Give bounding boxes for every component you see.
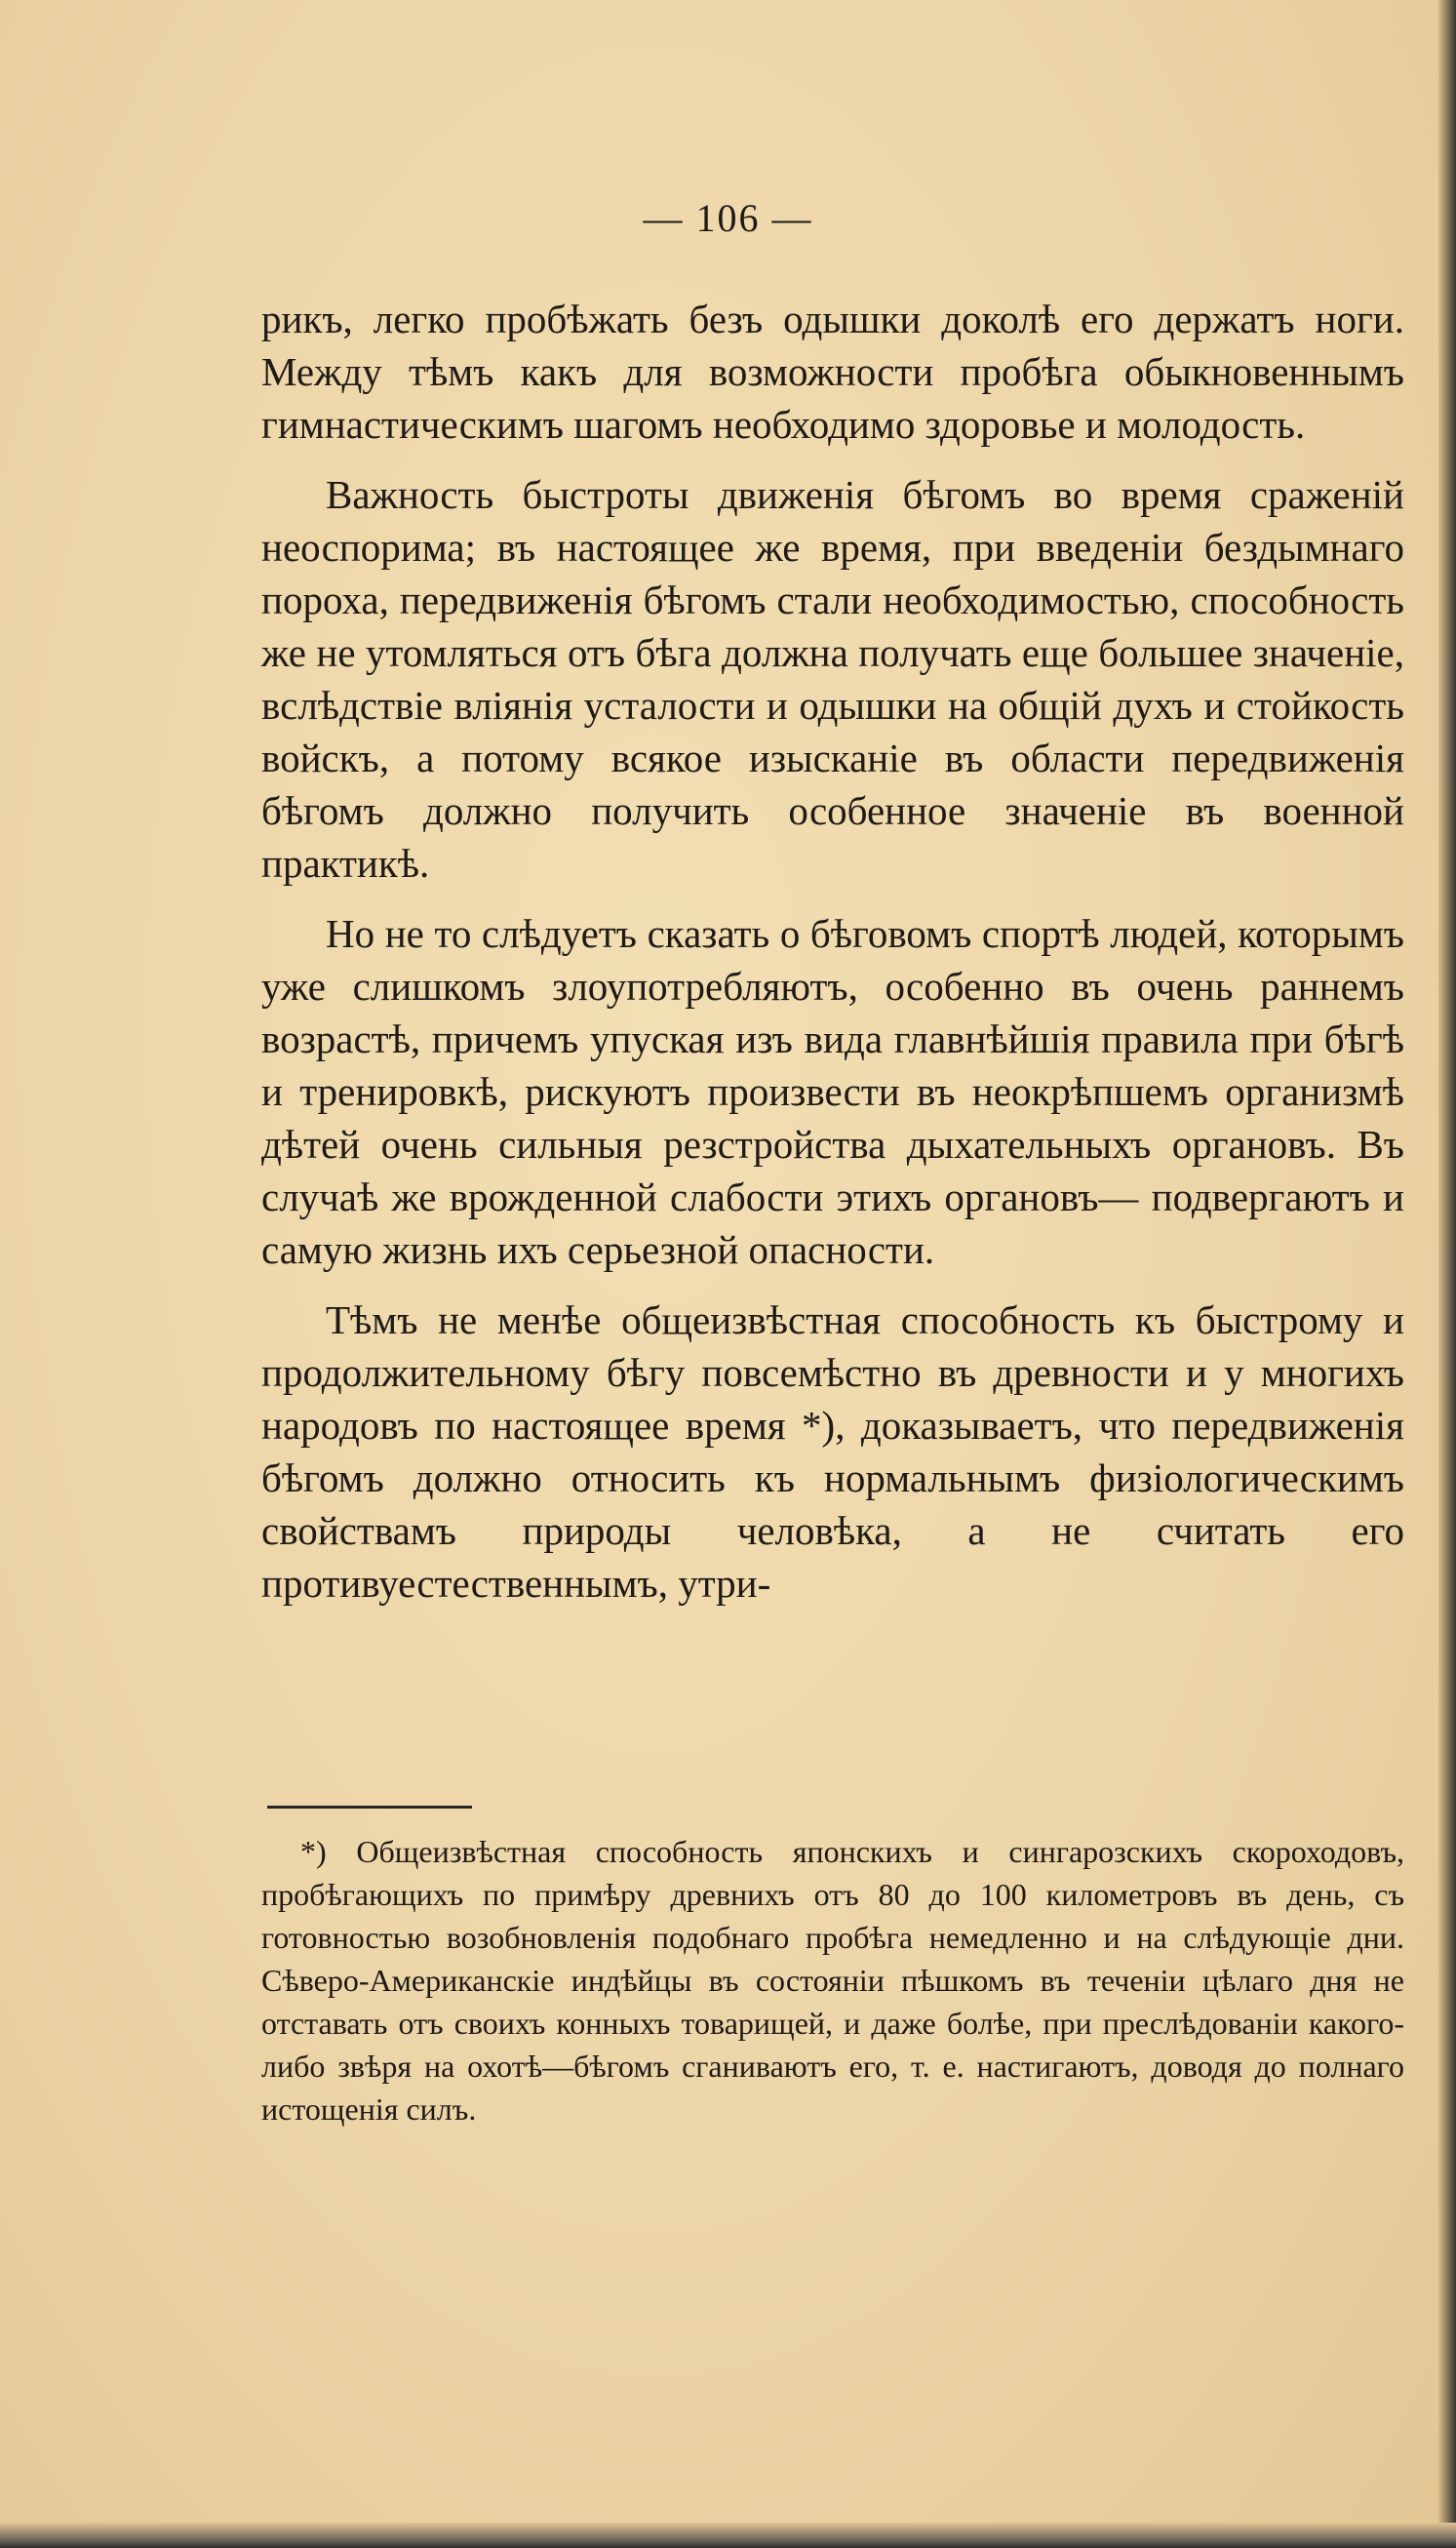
main-text: [261, 293, 1404, 1627]
page-number: — 106 —: [643, 196, 813, 240]
footnote-divider: [267, 1806, 472, 1809]
paragraph: Важность быстроты движенiя бѣгомъ во время сраженiй неоспорима; въ настоящее же время, при введенiи бездымнаго пороха, передвиженiя бѣгомъ стали необходимостью, способность же не утомляться отъ бѣга должна получать еще большее значенiе, вслѣдствiе влiянiя усталости и одышки на общiй духъ и стойкость войскъ, а потому всякое изысканiе въ области передвиженiя бѣгомъ должно получить особенное значенiе въ военной практикѣ.: [261, 472, 1404, 886]
paragraph: Но не то слѣдуетъ сказать о бѣговомъ спортѣ людей, которымъ уже слишкомъ злоупотребляютъ, особенно въ очень раннемъ возрастѣ, причемъ упуская изъ вида главнѣйшiя правила при бѣгѣ и тренировкѣ, рискуютъ произвести въ неокрѣпшемъ организмѣ дѣтей очень сильныя резстройства дыхательныхъ органовъ. Въ случаѣ же врожденной слабости этихъ органовъ— подвергаютъ и самую жизнь ихъ серьезной опасности.: [261, 911, 1404, 1272]
footnote: *) Общеизвѣстная способность японскихъ и сингарозскихъ скороходовъ, пробѣгающихъ по примѣру древнихъ отъ 80 до 100 километровъ въ день, съ готовностью возобновленiя подобнаго пробѣга немедленно и на слѣдующiе дни. Сѣверо-Американскiе индѣйцы въ состоянiи пѣшкомъ въ теченiи цѣлаго дня не отставать отъ своихъ конныхъ товарищей, и даже болѣе, при преслѣдованiи какого-либо звѣря на охотѣ—бѣгомъ сганиваютъ его, т. е. настигаютъ, доводя до полнаго истощенiя силъ.: [261, 1834, 1404, 2127]
page-edge-right: [1438, 0, 1456, 2548]
paragraph: Тѣмъ не менѣе общеизвѣстная способность къ быстрому и продолжительному бѣгу повсемѣстно въ древности и у многихъ народовъ по настоящее время *), доказываетъ, что передвиженiя бѣгомъ должно относить къ нормальнымъ физiологическимъ свойствамъ природы человѣка, а не считать его противуестественнымъ, утри-: [261, 1297, 1404, 1606]
paragraph: рикъ, легко пробѣжать безъ одышки доколѣ его держатъ ноги. Между тѣмъ какъ для возможности пробѣга обыкновеннымъ гимнастическимъ шагомъ необходимо здоровье и молодость.: [261, 297, 1404, 447]
page-edge-bottom: [0, 2523, 1456, 2548]
